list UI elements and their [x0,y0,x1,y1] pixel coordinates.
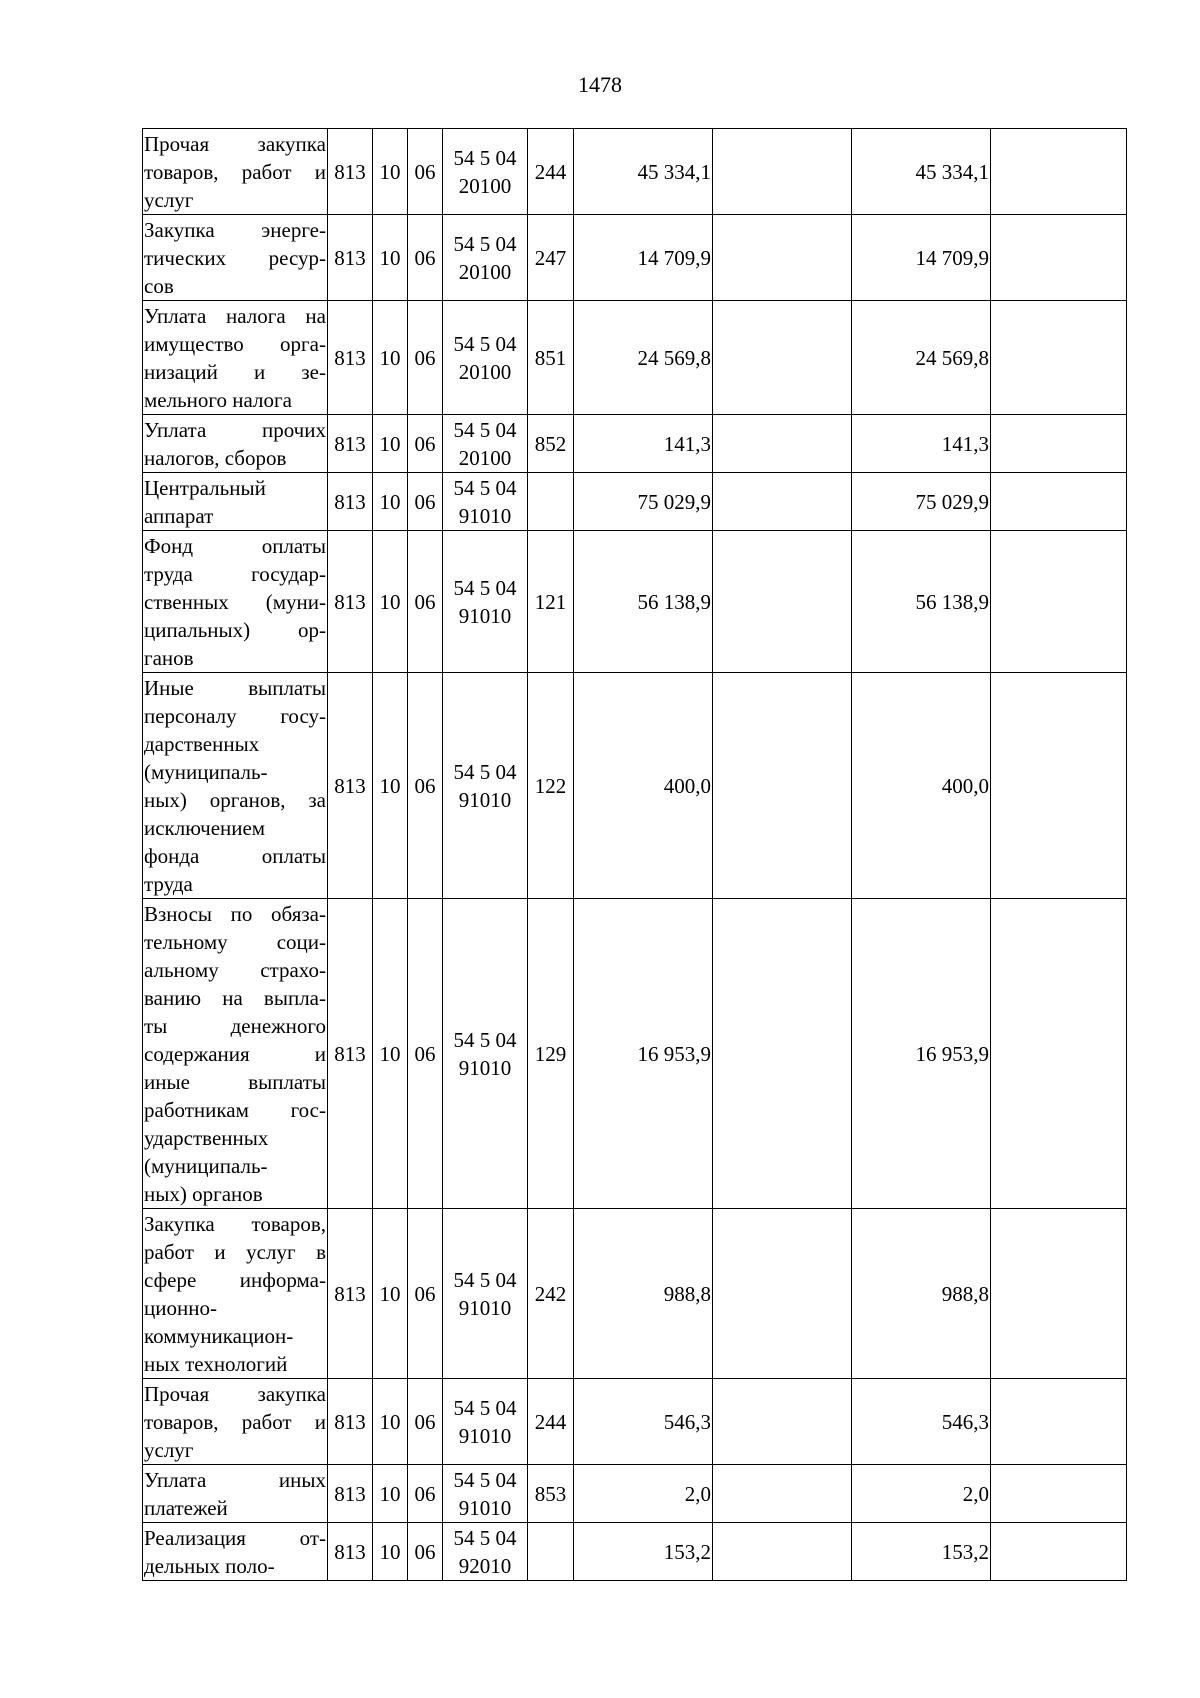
amount-col-3: 400,0 [852,673,991,899]
expense-type-code: 121 [528,531,574,673]
amount-col-3: 16 953,9 [852,899,991,1209]
amount-col-2 [713,1209,852,1379]
target-article-code-line: 54 5 04 [453,331,517,356]
subsection-code: 06 [408,1209,443,1379]
amount-col-1: 141,3 [574,415,713,473]
target-article-code-line: 20100 [458,173,512,198]
row-name-line: налогов, сборов [144,445,287,470]
amount-col-3: 14 709,9 [852,215,991,301]
budget-table [142,128,1127,1581]
table-row [143,899,1127,1209]
target-article-code-line: 54 5 04 [453,1027,517,1052]
row-name-line: сов [144,273,174,298]
row-name-line: товаров, работ и [144,1409,326,1434]
amount-col-1: 153,2 [574,1523,713,1581]
amount-col-1: 56 138,9 [574,531,713,673]
subsection-code: 06 [408,1523,443,1581]
table-row [143,215,1127,301]
amount-col-4 [991,1523,1127,1581]
row-name-line: иные выплаты [144,1069,326,1094]
row-name-line: мельного налога [144,387,292,412]
row-name-line: труда [144,871,193,896]
row-name [143,1523,328,1581]
row-name-line: ципальных) ор- [144,617,326,642]
row-name-line: Закупка энерге- [144,217,326,242]
amount-col-4 [991,215,1127,301]
row-name-line: ных технологий [144,1351,288,1376]
row-name-line: труда государ- [144,561,326,586]
amount-col-2 [713,1465,852,1523]
expense-type-code: 852 [528,415,574,473]
expense-type-code: 122 [528,673,574,899]
target-article-code-line: 54 5 04 [453,1467,517,1492]
amount-col-4 [991,1379,1127,1465]
grbs-code: 813 [328,531,373,673]
target-article-code [443,673,528,899]
target-article-code-line: 54 5 04 [453,1525,517,1550]
grbs-code: 813 [328,301,373,415]
subsection-code: 06 [408,473,443,531]
section-code: 10 [373,1209,408,1379]
section-code: 10 [373,673,408,899]
table-row [143,1379,1127,1465]
row-name [143,301,328,415]
row-name [143,899,328,1209]
target-article-code [443,415,528,473]
target-article-code-line: 20100 [458,259,512,284]
row-name-line: ных) органов, за [144,787,326,812]
row-name [143,129,328,215]
table-row [143,1209,1127,1379]
target-article-code [443,129,528,215]
row-name-line: персоналу госу- [144,703,326,728]
row-name-line: товаров, работ и [144,159,326,184]
table-row [143,531,1127,673]
row-name-line: коммуникацион- [144,1323,294,1348]
row-name [143,531,328,673]
amount-col-3: 45 334,1 [852,129,991,215]
section-code: 10 [373,531,408,673]
amount-col-4 [991,129,1127,215]
target-article-code-line: 91010 [458,1295,512,1320]
grbs-code: 813 [328,1379,373,1465]
amount-col-2 [713,673,852,899]
section-code: 10 [373,129,408,215]
row-name-line: (муниципаль- [144,1153,268,1178]
amount-col-4 [991,415,1127,473]
section-code: 10 [373,473,408,531]
expense-type-code: 129 [528,899,574,1209]
row-name [143,673,328,899]
section-code: 10 [373,1465,408,1523]
grbs-code: 813 [328,673,373,899]
amount-col-2 [713,129,852,215]
table-row [143,1523,1127,1581]
grbs-code: 813 [328,1465,373,1523]
row-name-line: Фонд оплаты [144,533,326,558]
grbs-code: 813 [328,899,373,1209]
row-name-line: Уплата прочих [144,417,326,442]
row-name [143,473,328,531]
subsection-code: 06 [408,1465,443,1523]
target-article-code-line: 91010 [458,1495,512,1520]
section-code: 10 [373,301,408,415]
section-code: 10 [373,899,408,1209]
target-article-code-line: 54 5 04 [453,231,517,256]
target-article-code [443,215,528,301]
expense-type-code [528,1523,574,1581]
amount-col-4 [991,531,1127,673]
subsection-code: 06 [408,301,443,415]
amount-col-1: 14 709,9 [574,215,713,301]
section-code: 10 [373,215,408,301]
target-article-code-line: 91010 [458,603,512,628]
table-row [143,129,1127,215]
page-number: 1478 [578,72,622,97]
expense-type-code: 244 [528,129,574,215]
row-name-line: аппарат [144,503,214,528]
target-article-code-line: 20100 [458,359,512,384]
row-name-line: сфере информа- [144,1267,326,1292]
row-name-line: имущество орга- [144,331,326,356]
table-row [143,301,1127,415]
amount-col-4 [991,673,1127,899]
row-name-line: услуг [144,1437,194,1462]
target-article-code-line: 54 5 04 [453,575,517,600]
row-name-line: фонда оплаты [144,843,326,868]
row-name [143,415,328,473]
amount-col-1: 546,3 [574,1379,713,1465]
amount-col-3: 24 569,8 [852,301,991,415]
amount-col-3: 141,3 [852,415,991,473]
amount-col-1: 988,8 [574,1209,713,1379]
target-article-code [443,1523,528,1581]
row-name-line: исключением [144,815,266,840]
amount-col-2 [713,1379,852,1465]
grbs-code: 813 [328,415,373,473]
table-row [143,415,1127,473]
row-name [143,1465,328,1523]
target-article-code-line: 54 5 04 [453,475,517,500]
target-article-code [443,1465,528,1523]
target-article-code [443,473,528,531]
section-code: 10 [373,1379,408,1465]
amount-col-2 [713,215,852,301]
subsection-code: 06 [408,899,443,1209]
amount-col-3: 75 029,9 [852,473,991,531]
row-name-line: Уплата иных [144,1467,326,1492]
target-article-code-line: 20100 [458,445,512,470]
target-article-code-line: 91010 [458,503,512,528]
amount-col-2 [713,301,852,415]
row-name-line: Закупка товаров, [144,1211,326,1236]
target-article-code-line: 54 5 04 [453,1395,517,1420]
amount-col-2 [713,531,852,673]
row-name-line: работникам гос- [144,1097,326,1122]
row-name-line: платежей [144,1495,228,1520]
row-name-line: ванию на выпла- [144,985,326,1010]
subsection-code: 06 [408,215,443,301]
amount-col-3: 56 138,9 [852,531,991,673]
row-name-line: Прочая закупка [144,1381,326,1406]
amount-col-4 [991,1209,1127,1379]
expense-type-code [528,473,574,531]
amount-col-1: 400,0 [574,673,713,899]
row-name-line: тических ресур- [144,245,326,270]
amount-col-2 [713,1523,852,1581]
table-body [143,129,1127,1581]
row-name-line: дельных поло- [144,1553,275,1578]
section-code: 10 [373,1523,408,1581]
amount-col-2 [713,899,852,1209]
target-article-code [443,1209,528,1379]
amount-col-1: 2,0 [574,1465,713,1523]
row-name-line: Иные выплаты [144,675,326,700]
grbs-code: 813 [328,1209,373,1379]
amount-col-4 [991,899,1127,1209]
target-article-code-line: 54 5 04 [453,417,517,442]
row-name-line: низаций и зе- [144,359,326,384]
amount-col-4 [991,1465,1127,1523]
amount-col-2 [713,473,852,531]
section-code: 10 [373,415,408,473]
row-name-line: Центральный [144,475,266,500]
grbs-code: 813 [328,473,373,531]
grbs-code: 813 [328,215,373,301]
row-name-line: работ и услуг в [144,1239,326,1264]
expense-type-code: 247 [528,215,574,301]
amount-col-3: 546,3 [852,1379,991,1465]
table-row [143,473,1127,531]
subsection-code: 06 [408,673,443,899]
table-row [143,673,1127,899]
expense-type-code: 244 [528,1379,574,1465]
row-name-line: (муниципаль- [144,759,268,784]
amount-col-3: 153,2 [852,1523,991,1581]
target-article-code [443,1379,528,1465]
row-name [143,1209,328,1379]
target-article-code-line: 54 5 04 [453,145,517,170]
amount-col-1: 45 334,1 [574,129,713,215]
row-name [143,1379,328,1465]
row-name-line: ных) органов [144,1181,263,1206]
subsection-code: 06 [408,531,443,673]
row-name-line: Уплата налога на [144,303,326,328]
target-article-code-line: 91010 [458,787,512,812]
grbs-code: 813 [328,129,373,215]
row-name-line: ственных (муни- [144,589,326,614]
row-name-line: услуг [144,187,194,212]
row-name-line: Прочая закупка [144,131,326,156]
row-name-line: ты денежного [144,1013,326,1038]
row-name-line: дарственных [144,731,260,756]
target-article-code-line: 92010 [458,1553,512,1578]
target-article-code-line: 54 5 04 [453,1267,517,1292]
subsection-code: 06 [408,129,443,215]
row-name [143,215,328,301]
amount-col-3: 988,8 [852,1209,991,1379]
amount-col-4 [991,473,1127,531]
expense-type-code: 242 [528,1209,574,1379]
amount-col-4 [991,301,1127,415]
expense-type-code: 851 [528,301,574,415]
amount-col-1: 16 953,9 [574,899,713,1209]
grbs-code: 813 [328,1523,373,1581]
row-name-line: ганов [144,645,194,670]
amount-col-3: 2,0 [852,1465,991,1523]
amount-col-2 [713,415,852,473]
amount-col-1: 24 569,8 [574,301,713,415]
row-name-line: тельному соци- [144,929,326,954]
row-name-line: ционно- [144,1295,217,1320]
target-article-code [443,531,528,673]
target-article-code-line: 91010 [458,1423,512,1448]
row-name-line: Реализация от- [144,1525,326,1550]
subsection-code: 06 [408,1379,443,1465]
row-name-line: содержания и [144,1041,326,1066]
target-article-code-line: 54 5 04 [453,759,517,784]
table-row [143,1465,1127,1523]
target-article-code-line: 91010 [458,1055,512,1080]
amount-col-1: 75 029,9 [574,473,713,531]
row-name-line: альному страхо- [144,957,326,982]
expense-type-code: 853 [528,1465,574,1523]
target-article-code [443,899,528,1209]
subsection-code: 06 [408,415,443,473]
row-name-line: Взносы по обяза- [144,901,326,926]
target-article-code [443,301,528,415]
row-name-line: ударственных [144,1125,269,1150]
